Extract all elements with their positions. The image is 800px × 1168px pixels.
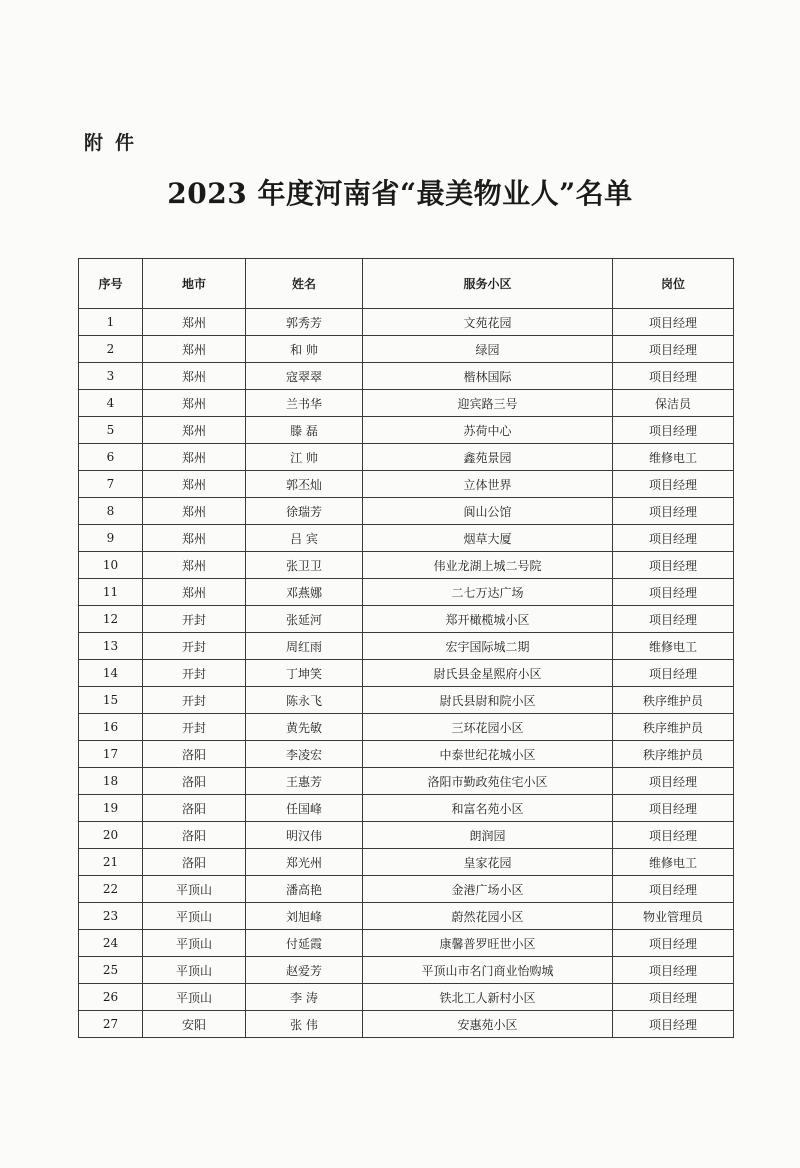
cell-name: 郭丕灿 <box>246 471 363 498</box>
cell-community: 立体世界 <box>363 471 613 498</box>
cell-community: 苏荷中心 <box>363 417 613 444</box>
cell-community: 平顶山市名门商业怡购城 <box>363 957 613 984</box>
table-row <box>79 633 734 660</box>
cell-community: 金港广场小区 <box>363 876 613 903</box>
cell-position: 项目经理 <box>613 984 734 1011</box>
cell-number: 19 <box>79 795 143 822</box>
cell-community: 中泰世纪花城小区 <box>363 741 613 768</box>
cell-position: 项目经理 <box>613 579 734 606</box>
cell-number: 25 <box>79 957 143 984</box>
cell-name: 邓燕娜 <box>246 579 363 606</box>
table-row <box>79 471 734 498</box>
cell-number: 5 <box>79 417 143 444</box>
cell-position: 项目经理 <box>613 309 734 336</box>
cell-city: 郑州 <box>143 444 246 471</box>
cell-number: 2 <box>79 336 143 363</box>
cell-city: 洛阳 <box>143 822 246 849</box>
cell-community: 伟业龙湖上城二号院 <box>363 552 613 579</box>
cell-city: 洛阳 <box>143 741 246 768</box>
cell-city: 开封 <box>143 660 246 687</box>
cell-name: 江 帅 <box>246 444 363 471</box>
cell-community: 康馨普罗旺世小区 <box>363 930 613 957</box>
table-row <box>79 849 734 876</box>
cell-community: 安惠苑小区 <box>363 1011 613 1038</box>
table-row <box>79 417 734 444</box>
cell-position: 项目经理 <box>613 957 734 984</box>
cell-number: 6 <box>79 444 143 471</box>
cell-number: 24 <box>79 930 143 957</box>
cell-name: 和 帅 <box>246 336 363 363</box>
cell-community: 洛阳市勤政苑住宅小区 <box>363 768 613 795</box>
table-row <box>79 876 734 903</box>
cell-position: 项目经理 <box>613 417 734 444</box>
cell-position: 秩序维护员 <box>613 687 734 714</box>
cell-name: 周红雨 <box>246 633 363 660</box>
cell-community: 尉氏县金星熙府小区 <box>363 660 613 687</box>
table-row <box>79 390 734 417</box>
table-row <box>79 768 734 795</box>
cell-city: 平顶山 <box>143 930 246 957</box>
cell-city: 开封 <box>143 633 246 660</box>
cell-name: 付延霞 <box>246 930 363 957</box>
cell-name: 陈永飞 <box>246 687 363 714</box>
cell-city: 郑州 <box>143 579 246 606</box>
cell-community: 蔚然花园小区 <box>363 903 613 930</box>
cell-position: 项目经理 <box>613 336 734 363</box>
table-row <box>79 714 734 741</box>
cell-name: 丁坤笑 <box>246 660 363 687</box>
cell-number: 10 <box>79 552 143 579</box>
table-row <box>79 930 734 957</box>
cell-community: 阆山公馆 <box>363 498 613 525</box>
cell-city: 平顶山 <box>143 984 246 1011</box>
cell-position: 项目经理 <box>613 1011 734 1038</box>
table-row <box>79 606 734 633</box>
table-row <box>79 309 734 336</box>
cell-position: 项目经理 <box>613 525 734 552</box>
cell-city: 平顶山 <box>143 903 246 930</box>
cell-position: 项目经理 <box>613 471 734 498</box>
cell-position: 项目经理 <box>613 552 734 579</box>
cell-number: 20 <box>79 822 143 849</box>
cell-number: 14 <box>79 660 143 687</box>
table-row <box>79 444 734 471</box>
cell-number: 16 <box>79 714 143 741</box>
table-body <box>79 309 734 1038</box>
cell-name: 郭秀芳 <box>246 309 363 336</box>
cell-name: 徐瑞芳 <box>246 498 363 525</box>
cell-position: 项目经理 <box>613 768 734 795</box>
award-roster-table <box>78 258 734 1038</box>
column-header-number: 序号 <box>79 259 143 309</box>
cell-city: 郑州 <box>143 309 246 336</box>
cell-community: 鑫苑景园 <box>363 444 613 471</box>
table-row <box>79 903 734 930</box>
cell-number: 1 <box>79 309 143 336</box>
cell-name: 滕 磊 <box>246 417 363 444</box>
cell-city: 安阳 <box>143 1011 246 1038</box>
cell-position: 保洁员 <box>613 390 734 417</box>
cell-name: 张 伟 <box>246 1011 363 1038</box>
cell-position: 维修电工 <box>613 849 734 876</box>
table-header-row <box>79 259 734 309</box>
cell-position: 项目经理 <box>613 606 734 633</box>
table-row <box>79 984 734 1011</box>
cell-community: 尉氏县尉和院小区 <box>363 687 613 714</box>
table-row <box>79 552 734 579</box>
cell-community: 迎宾路三号 <box>363 390 613 417</box>
cell-number: 12 <box>79 606 143 633</box>
cell-city: 开封 <box>143 687 246 714</box>
cell-number: 15 <box>79 687 143 714</box>
table-row <box>79 795 734 822</box>
column-header-position: 岗位 <box>613 259 734 309</box>
cell-city: 开封 <box>143 606 246 633</box>
cell-community: 郑开橄榄城小区 <box>363 606 613 633</box>
cell-number: 26 <box>79 984 143 1011</box>
cell-name: 郑光州 <box>246 849 363 876</box>
cell-position: 秩序维护员 <box>613 741 734 768</box>
cell-name: 张卫卫 <box>246 552 363 579</box>
cell-position: 秩序维护员 <box>613 714 734 741</box>
attachment-label: 附件 <box>84 132 147 154</box>
cell-number: 3 <box>79 363 143 390</box>
cell-name: 任国峰 <box>246 795 363 822</box>
cell-city: 洛阳 <box>143 768 246 795</box>
cell-community: 烟草大厦 <box>363 525 613 552</box>
cell-number: 17 <box>79 741 143 768</box>
cell-position: 项目经理 <box>613 498 734 525</box>
cell-number: 23 <box>79 903 143 930</box>
cell-number: 4 <box>79 390 143 417</box>
cell-community: 和富名苑小区 <box>363 795 613 822</box>
column-header-name: 姓名 <box>246 259 363 309</box>
cell-community: 文苑花园 <box>363 309 613 336</box>
cell-name: 明汉伟 <box>246 822 363 849</box>
cell-position: 维修电工 <box>613 633 734 660</box>
cell-position: 项目经理 <box>613 795 734 822</box>
cell-city: 开封 <box>143 714 246 741</box>
cell-position: 项目经理 <box>613 876 734 903</box>
cell-name: 潘高艳 <box>246 876 363 903</box>
document-title: 2023 年度河南省“最美物业人”名单 <box>167 177 633 210</box>
cell-community: 宏宇国际城二期 <box>363 633 613 660</box>
table-row <box>79 687 734 714</box>
cell-number: 21 <box>79 849 143 876</box>
cell-number: 11 <box>79 579 143 606</box>
cell-name: 王惠芳 <box>246 768 363 795</box>
cell-position: 项目经理 <box>613 822 734 849</box>
cell-city: 郑州 <box>143 363 246 390</box>
cell-number: 22 <box>79 876 143 903</box>
cell-community: 绿园 <box>363 336 613 363</box>
cell-community: 二七万达广场 <box>363 579 613 606</box>
column-header-city: 地市 <box>143 259 246 309</box>
cell-number: 9 <box>79 525 143 552</box>
cell-city: 洛阳 <box>143 795 246 822</box>
cell-name: 寇翠翠 <box>246 363 363 390</box>
column-header-community: 服务小区 <box>363 259 613 309</box>
cell-city: 郑州 <box>143 417 246 444</box>
cell-position: 项目经理 <box>613 930 734 957</box>
cell-city: 郑州 <box>143 552 246 579</box>
cell-community: 铁北工人新村小区 <box>363 984 613 1011</box>
table-row <box>79 741 734 768</box>
cell-name: 黄先敏 <box>246 714 363 741</box>
table-row <box>79 822 734 849</box>
cell-name: 李 涛 <box>246 984 363 1011</box>
table-row <box>79 498 734 525</box>
cell-position: 项目经理 <box>613 660 734 687</box>
cell-position: 项目经理 <box>613 363 734 390</box>
cell-city: 郑州 <box>143 336 246 363</box>
table-row <box>79 363 734 390</box>
cell-name: 张延河 <box>246 606 363 633</box>
cell-number: 18 <box>79 768 143 795</box>
cell-name: 李凌宏 <box>246 741 363 768</box>
cell-community: 三环花园小区 <box>363 714 613 741</box>
cell-city: 郑州 <box>143 498 246 525</box>
cell-number: 13 <box>79 633 143 660</box>
cell-number: 8 <box>79 498 143 525</box>
cell-number: 27 <box>79 1011 143 1038</box>
cell-position: 物业管理员 <box>613 903 734 930</box>
table-row <box>79 525 734 552</box>
cell-community: 皇家花园 <box>363 849 613 876</box>
table-row <box>79 660 734 687</box>
cell-name: 兰书华 <box>246 390 363 417</box>
table-row <box>79 957 734 984</box>
cell-city: 平顶山 <box>143 957 246 984</box>
cell-community: 楷林国际 <box>363 363 613 390</box>
cell-name: 赵爱芳 <box>246 957 363 984</box>
cell-position: 维修电工 <box>613 444 734 471</box>
cell-city: 郑州 <box>143 525 246 552</box>
cell-city: 洛阳 <box>143 849 246 876</box>
cell-city: 郑州 <box>143 471 246 498</box>
table-row <box>79 1011 734 1038</box>
cell-city: 平顶山 <box>143 876 246 903</box>
cell-number: 7 <box>79 471 143 498</box>
table-row <box>79 336 734 363</box>
cell-name: 刘旭峰 <box>246 903 363 930</box>
table-row <box>79 579 734 606</box>
cell-community: 朗润园 <box>363 822 613 849</box>
cell-name: 吕 宾 <box>246 525 363 552</box>
cell-city: 郑州 <box>143 390 246 417</box>
